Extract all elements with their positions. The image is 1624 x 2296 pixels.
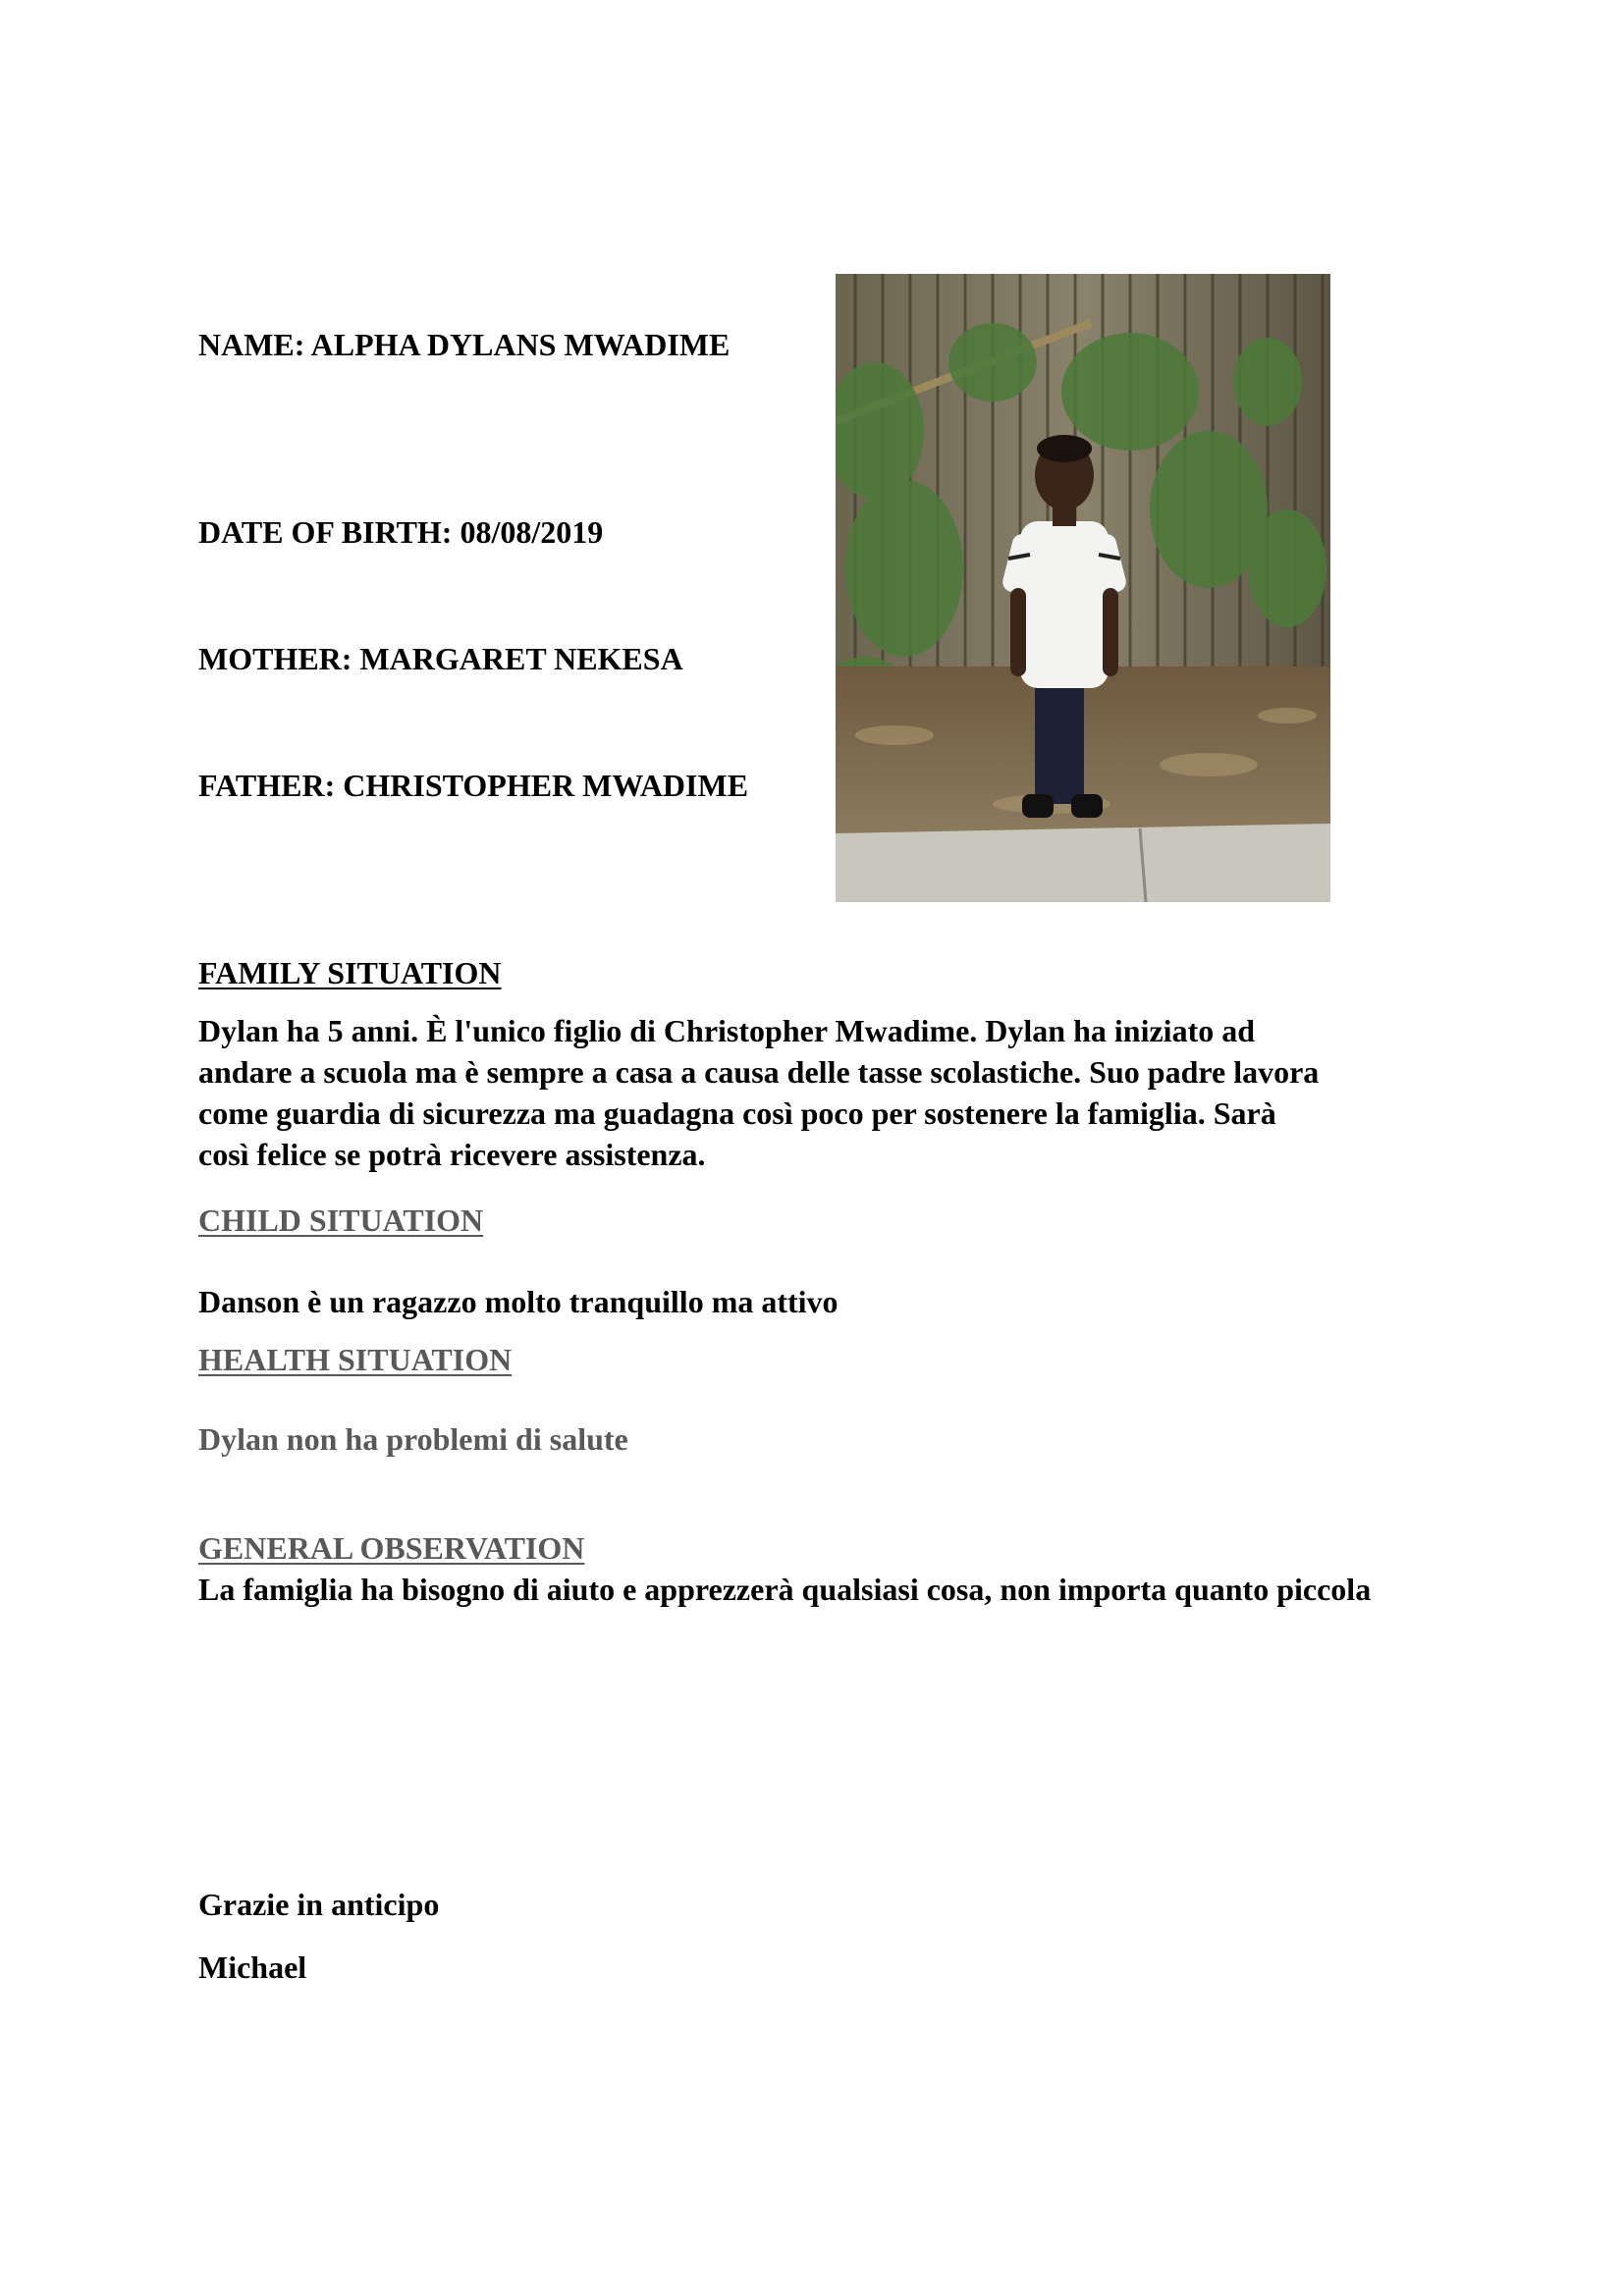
general-observation-heading: GENERAL OBSERVATION (198, 1530, 585, 1566)
family-situation-line: così felice se potrà ricevere assistenza. (198, 1137, 706, 1172)
family-situation-heading: FAMILY SITUATION (198, 955, 502, 990)
child-name: NAME: ALPHA DYLANS MWADIME (198, 327, 731, 362)
child-portrait-photo-graphic (836, 274, 1330, 902)
family-situation-paragraph (198, 1010, 1416, 1175)
family-situation-line: andare a scuola ma è sempre a casa a causa delle tasse scolastiche. Suo padre lavora (198, 1054, 1320, 1090)
signature-name: Michael (198, 1949, 307, 1985)
child-portrait-photo (836, 274, 1330, 902)
general-observation-text: La famiglia ha bisogno di aiuto e apprezzerà qualsiasi cosa, non importa quanto piccola (198, 1572, 1372, 1607)
health-situation-heading: HEALTH SITUATION (198, 1342, 513, 1377)
health-situation-text: Dylan non ha problemi di salute (198, 1421, 628, 1457)
family-situation-line: come guardia di sicurezza ma guadagna così poco per sostenere la famiglia. Sarà (198, 1095, 1276, 1131)
family-situation-line: Dylan ha 5 anni. È l'unico figlio di Christopher Mwadime. Dylan ha iniziato ad (198, 1013, 1256, 1048)
father-name: FATHER: CHRISTOPHER MWADIME (198, 768, 749, 803)
child-situation-text: Danson è un ragazzo molto tranquillo ma attivo (198, 1284, 839, 1319)
mother-name: MOTHER: MARGARET NEKESA (198, 641, 683, 676)
child-situation-heading: CHILD SITUATION (198, 1202, 484, 1238)
closing-thanks: Grazie in anticipo (198, 1887, 440, 1922)
date-of-birth: DATE OF BIRTH: 08/08/2019 (198, 514, 604, 550)
